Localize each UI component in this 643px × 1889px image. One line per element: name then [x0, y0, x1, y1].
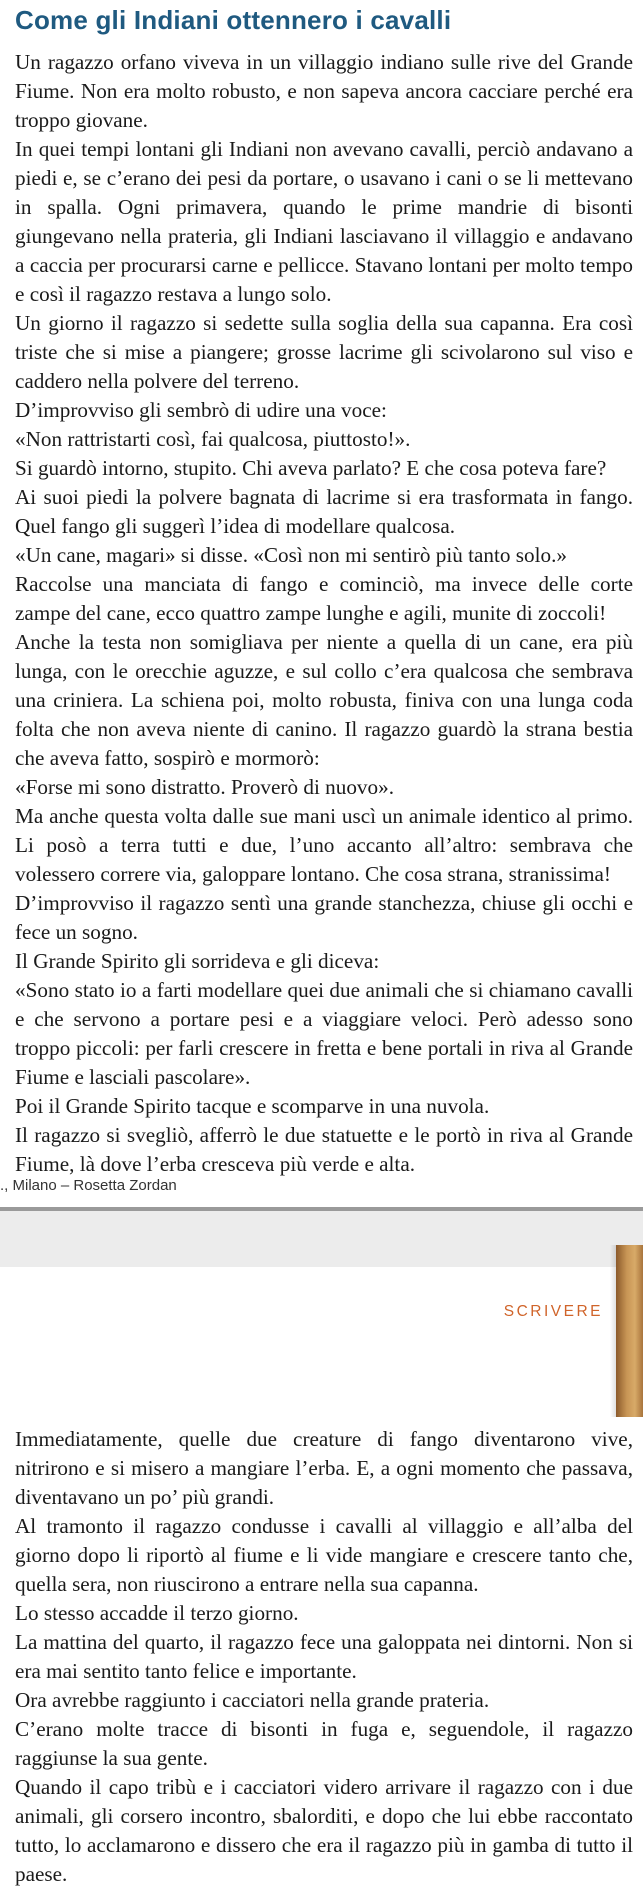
paragraph: Il ragazzo si svegliò, afferrò le due statuette e le portò in riva al Grande Fiume, là dove l’erba cresceva più verde e alta.	[15, 1123, 633, 1176]
paragraph: C’erano molte tracce di bisonti in fuga e, seguendole, il ragazzo raggiunse la sua gente.	[15, 1717, 633, 1770]
page-credit: ., Milano – Rosetta Zordan	[0, 1177, 177, 1194]
paragraph: «Un cane, magari» si disse. «Così non mi sentirò più tanto solo.»	[15, 543, 567, 567]
paragraph: «Non rattristarti così, fai qualcosa, piuttosto!».	[15, 427, 411, 451]
decorative-wood-bar	[616, 1245, 643, 1417]
paragraph: Raccolse una manciata di fango e cominciò, ma invece delle corte zampe del cane, ecco quattro zampe lunghe e agili, munite di zoccoli!	[15, 572, 633, 625]
paragraph: «Sono stato io a farti modellare quei due animali che si chiamano cavalli e che servono a portare pesi e a viaggiare veloci. Però adesso sono troppo piccoli: per farli crescere in fretta e bene portali in riva al Grande Fiume e lasciali pascolare».	[15, 978, 633, 1089]
paragraph: Si guardò intorno, stupito. Chi aveva parlato? E che cosa poteva fare?	[15, 456, 607, 480]
paragraph: «Forse mi sono distratto. Proverò di nuovo».	[15, 775, 395, 799]
paragraph: Un giorno il ragazzo si sedette sulla soglia della sua capanna. Era così triste che si mise a piangere; grosse lacrime gli scivolarono sul viso e caddero nella polvere del terreno.	[15, 311, 633, 393]
paragraph: Poi il Grande Spirito tacque e scomparve in una nuvola.	[15, 1094, 490, 1118]
paragraph: Lo stesso accadde il terzo giorno.	[15, 1601, 299, 1625]
paragraph: La mattina del quarto, il ragazzo fece una galoppata nei dintorni. Non si era mai sentito tanto felice e importante.	[15, 1630, 633, 1683]
paragraph: Al tramonto il ragazzo condusse i cavalli al villaggio e all’alba del giorno dopo li riportò al fiume e li vide mangiare e crescere tanto che, quella sera, non riuscirono a entrare nella sua capanna.	[15, 1514, 633, 1596]
paragraph: Quando il capo tribù e i cacciatori videro arrivare il ragazzo con i due animali, gli corsero incontro, sbalorditi, e dopo che lui ebbe raccontato tutto, lo acclamarono e dissero che era il ragazzo più in gamba di tutto il paese.	[15, 1775, 633, 1886]
paragraph: Ma anche questa volta dalle sue mani uscì un animale identico al primo. Li posò a terra tutti e due, l’uno accanto all’altro: sembrava che volessero correre via, galoppare lontano. Che cosa strana, stranissima!	[15, 804, 633, 886]
paragraph: In quei tempi lontani gli Indiani non avevano cavalli, perciò andavano a piedi e, se c’erano dei pesi da portare, o usavano i cani o se li mettevano in spalla. Ogni primavera, quando le prime mandrie di bisonti giungevano nella prateria, gli Indiani lasciavano il villaggio e andavano a caccia per procurarsi carne e pellicce. Stavano lontani per molto tempo e così il ragazzo restava a lungo solo.	[15, 137, 633, 306]
paragraph: Immediatamente, quelle due creature di fango diventarono vive, nitrirono e si misero a mangiare l’erba. E, a ogni momento che passava, diventavano un po’ più grandi.	[15, 1427, 633, 1509]
paragraph: Il Grande Spirito gli sorrideva e gli diceva:	[15, 949, 380, 973]
paragraph: Anche la testa non somigliava per niente a quella di un cane, era più lunga, con le orecchie aguzze, e sul collo c’era qualcosa che sembrava una criniera. La schiena poi, molto robusta, finiva con una lunga coda folta che non aveva niente di canino. Il ragazzo guardò la strana bestia che aveva fatto, sospirò e mormorò:	[15, 630, 633, 770]
paragraph: Un ragazzo orfano viveva in un villaggio indiano sulle rive del Grande Fiume. Non era molto robusto, e non sapeva ancora cacciare perché era troppo giovane.	[15, 50, 633, 132]
section-label: SCRIVERE	[503, 1303, 603, 1320]
page-gap-band	[0, 1211, 643, 1267]
story-title: Come gli Indiani ottennero i cavalli	[15, 5, 452, 35]
paragraph: D’improvviso gli sembrò di udire una voce:	[15, 398, 387, 422]
paragraph: Ai suoi piedi la polvere bagnata di lacrime si era trasformata in fango. Quel fango gli suggerì l’idea di modellare qualcosa.	[15, 485, 633, 538]
story-body-top	[15, 48, 633, 1179]
paragraph: Ora avrebbe raggiunto i cacciatori nella grande prateria.	[15, 1688, 490, 1712]
paragraph: D’improvviso il ragazzo sentì una grande stanchezza, chiuse gli occhi e fece un sogno.	[15, 891, 633, 944]
story-body-bottom	[15, 1425, 633, 1889]
